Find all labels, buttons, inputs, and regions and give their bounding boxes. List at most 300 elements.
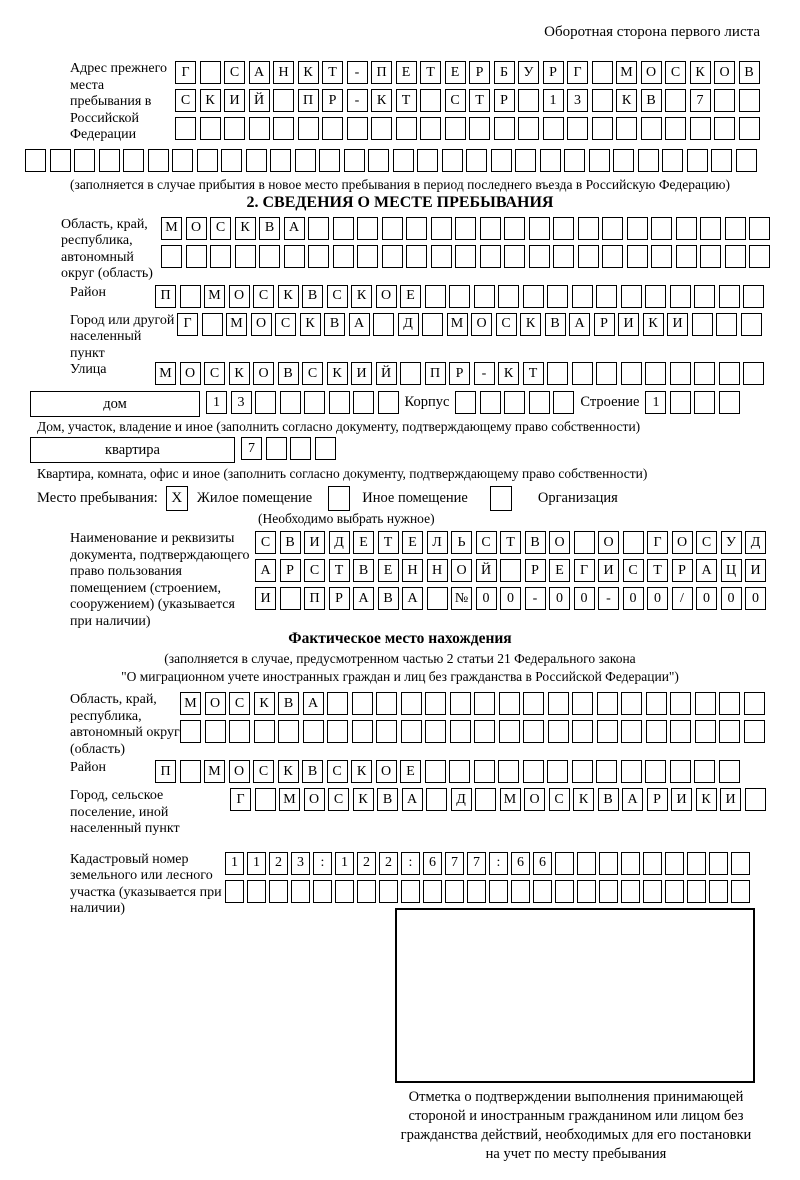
- char-cell: [376, 720, 397, 743]
- char-cell: С: [210, 217, 231, 240]
- char-cell: [567, 117, 588, 140]
- char-cell: :: [401, 852, 420, 875]
- char-cell: [295, 149, 316, 172]
- char-cell: -: [347, 89, 368, 112]
- char-cell: Р: [494, 89, 515, 112]
- char-cell: Р: [543, 61, 564, 84]
- char-cell: С: [224, 61, 245, 84]
- char-cell: :: [489, 852, 508, 875]
- char-cell: [308, 245, 329, 268]
- char-cell: 1: [206, 391, 227, 414]
- char-cell: О: [641, 61, 662, 84]
- char-cell: [719, 720, 740, 743]
- char-cell: [273, 117, 294, 140]
- char-cell: 3: [567, 89, 588, 112]
- char-cell: [290, 437, 311, 460]
- char-cell: В: [259, 217, 280, 240]
- char-cell: 7: [467, 852, 486, 875]
- char-cell: [651, 217, 672, 240]
- oblast-block: [25, 217, 800, 283]
- char-cell: Е: [400, 285, 421, 308]
- char-cell: О: [598, 531, 619, 554]
- char-cell: [692, 313, 713, 336]
- option-inoe-pomeshchenie: Иное помещение: [362, 490, 468, 507]
- char-cell: [731, 852, 750, 875]
- char-cell: [280, 587, 301, 610]
- char-cell: [621, 692, 642, 715]
- char-cell: [393, 149, 414, 172]
- char-cell: [247, 880, 266, 903]
- char-cell: Т: [378, 531, 399, 554]
- char-cell: И: [351, 362, 372, 385]
- char-cell: [474, 285, 495, 308]
- char-cell: К: [353, 788, 374, 811]
- char-cell: [449, 760, 470, 783]
- char-cell: [450, 692, 471, 715]
- char-cell: 0: [647, 587, 668, 610]
- char-cell: [553, 245, 574, 268]
- char-cell: [743, 285, 764, 308]
- char-cell: О: [549, 531, 570, 554]
- char-cell: [572, 362, 593, 385]
- char-cell: :: [313, 852, 332, 875]
- char-cell: О: [229, 760, 250, 783]
- char-cell: [344, 149, 365, 172]
- char-cell: Р: [525, 559, 546, 582]
- char-cell: [709, 852, 728, 875]
- char-cell: М: [161, 217, 182, 240]
- char-cell: [736, 149, 757, 172]
- char-cell: [665, 880, 684, 903]
- char-cell: М: [226, 313, 247, 336]
- char-cell: П: [371, 61, 392, 84]
- checkbox-zhiloe-pomeshchenie: X: [166, 486, 188, 511]
- stay-type-label: Место пребывания:: [37, 490, 158, 507]
- char-cell: [616, 117, 637, 140]
- stroenie-label: Строение: [580, 394, 640, 411]
- char-cell: [333, 217, 354, 240]
- char-cell: А: [284, 217, 305, 240]
- char-cell: [643, 880, 662, 903]
- char-cell: [378, 391, 399, 414]
- char-cell: [621, 760, 642, 783]
- actual-gorod-label: Город, сельское поселение, иной населенный пункт: [70, 788, 180, 837]
- char-cell: [578, 245, 599, 268]
- char-cell: А: [622, 788, 643, 811]
- actual-oblast-block: [25, 692, 800, 758]
- document-row-2: [255, 559, 766, 582]
- char-cell: П: [304, 587, 325, 610]
- char-cell: 7: [241, 437, 262, 460]
- option-organizatsiya: Организация: [537, 490, 618, 507]
- actual-gorod-row: [230, 788, 766, 811]
- char-cell: 6: [511, 852, 530, 875]
- kvartira-note: Квартира, комната, офис и иное (заполнить согласно документу, подтверждающему право собственности): [37, 466, 648, 482]
- char-cell: М: [155, 362, 176, 385]
- actual-oblast-row-2: [180, 720, 765, 743]
- char-cell: [291, 880, 310, 903]
- char-cell: С: [229, 692, 250, 715]
- char-cell: С: [204, 362, 225, 385]
- char-cell: К: [573, 788, 594, 811]
- char-cell: В: [324, 313, 345, 336]
- char-cell: С: [255, 531, 276, 554]
- char-cell: [529, 391, 550, 414]
- char-cell: К: [371, 89, 392, 112]
- char-cell: [621, 852, 640, 875]
- char-cell: [621, 285, 642, 308]
- char-cell: [278, 720, 299, 743]
- char-cell: К: [696, 788, 717, 811]
- char-cell: Н: [402, 559, 423, 582]
- char-cell: [423, 880, 442, 903]
- char-cell: [376, 692, 397, 715]
- char-cell: 0: [549, 587, 570, 610]
- char-cell: [613, 149, 634, 172]
- char-cell: [670, 285, 691, 308]
- char-cell: И: [745, 559, 766, 582]
- char-cell: Г: [574, 559, 595, 582]
- char-cell: [553, 217, 574, 240]
- char-cell: [450, 720, 471, 743]
- char-cell: [474, 760, 495, 783]
- dom-box: дом: [30, 391, 200, 417]
- char-cell: О: [229, 285, 250, 308]
- char-cell: [621, 362, 642, 385]
- char-cell: [200, 117, 221, 140]
- document-row-1: [255, 531, 766, 554]
- char-cell: [426, 788, 447, 811]
- char-cell: К: [498, 362, 519, 385]
- char-cell: 2: [269, 852, 288, 875]
- char-cell: [357, 245, 378, 268]
- char-cell: [592, 89, 613, 112]
- char-cell: [743, 362, 764, 385]
- actual-note-1: (заполняется в случае, предусмотренном частью 2 статьи 21 Федерального закона: [164, 651, 636, 667]
- char-cell: [442, 149, 463, 172]
- char-cell: О: [304, 788, 325, 811]
- char-cell: [259, 245, 280, 268]
- char-cell: К: [300, 313, 321, 336]
- char-cell: [455, 245, 476, 268]
- char-cell: [687, 149, 708, 172]
- char-cell: [589, 149, 610, 172]
- char-cell: [553, 391, 574, 414]
- char-cell: [221, 149, 242, 172]
- document-row-3: [255, 587, 766, 610]
- char-cell: [186, 245, 207, 268]
- char-cell: М: [180, 692, 201, 715]
- char-cell: [572, 720, 593, 743]
- char-cell: Р: [280, 559, 301, 582]
- char-cell: [670, 720, 691, 743]
- char-cell: 0: [696, 587, 717, 610]
- char-cell: П: [425, 362, 446, 385]
- char-cell: [543, 117, 564, 140]
- char-cell: [572, 760, 593, 783]
- char-cell: Д: [329, 531, 350, 554]
- char-cell: [572, 285, 593, 308]
- ulitsa-block: [25, 362, 800, 385]
- char-cell: С: [253, 285, 274, 308]
- char-cell: О: [251, 313, 272, 336]
- actual-oblast-row-1: [180, 692, 765, 715]
- char-cell: [523, 760, 544, 783]
- oblast-row-1: [161, 217, 770, 240]
- char-cell: Т: [396, 89, 417, 112]
- char-cell: Н: [427, 559, 448, 582]
- char-cell: О: [714, 61, 735, 84]
- char-cell: [379, 880, 398, 903]
- char-cell: К: [616, 89, 637, 112]
- char-cell: [745, 788, 766, 811]
- char-cell: [665, 89, 686, 112]
- char-cell: [357, 217, 378, 240]
- char-cell: [716, 313, 737, 336]
- char-cell: [695, 692, 716, 715]
- char-cell: [500, 559, 521, 582]
- char-cell: [504, 217, 525, 240]
- char-cell: [466, 149, 487, 172]
- char-cell: П: [155, 285, 176, 308]
- char-cell: -: [347, 61, 368, 84]
- char-cell: [540, 149, 561, 172]
- char-cell: [498, 760, 519, 783]
- char-cell: [515, 149, 536, 172]
- char-cell: [643, 852, 662, 875]
- char-cell: В: [378, 587, 399, 610]
- dom-note: Дом, участок, владение и иное (заполнить согласно документу, подтверждающему право собственности): [37, 419, 641, 435]
- registration-stamp-box: [395, 908, 755, 1083]
- char-cell: [574, 531, 595, 554]
- char-cell: Т: [523, 362, 544, 385]
- char-cell: [547, 285, 568, 308]
- char-cell: [711, 149, 732, 172]
- char-cell: [687, 852, 706, 875]
- char-cell: И: [304, 531, 325, 554]
- char-cell: [577, 852, 596, 875]
- char-cell: [368, 149, 389, 172]
- char-cell: [621, 720, 642, 743]
- char-cell: [249, 117, 270, 140]
- char-cell: [445, 117, 466, 140]
- char-cell: [597, 720, 618, 743]
- checkbox-inoe-pomeshchenie: [328, 486, 350, 511]
- char-cell: [246, 149, 267, 172]
- char-cell: [50, 149, 71, 172]
- char-cell: [357, 880, 376, 903]
- char-cell: [319, 149, 340, 172]
- char-cell: В: [598, 788, 619, 811]
- char-cell: [280, 391, 301, 414]
- char-cell: Р: [469, 61, 490, 84]
- char-cell: [670, 692, 691, 715]
- char-cell: [99, 149, 120, 172]
- char-cell: К: [278, 285, 299, 308]
- char-cell: [518, 89, 539, 112]
- char-cell: [695, 720, 716, 743]
- char-cell: [425, 692, 446, 715]
- char-cell: В: [353, 559, 374, 582]
- char-cell: В: [377, 788, 398, 811]
- char-cell: [425, 285, 446, 308]
- char-cell: Р: [672, 559, 693, 582]
- char-cell: [749, 217, 770, 240]
- char-cell: [172, 149, 193, 172]
- char-cell: [641, 117, 662, 140]
- kvartira-box: квартира: [30, 437, 235, 463]
- char-cell: [646, 720, 667, 743]
- char-cell: К: [351, 285, 372, 308]
- char-cell: М: [204, 760, 225, 783]
- option-zhiloe-pomeshchenie: Жилое помещение: [196, 490, 313, 507]
- char-cell: [572, 692, 593, 715]
- char-cell: /: [672, 587, 693, 610]
- char-cell: Р: [647, 788, 668, 811]
- char-cell: 0: [623, 587, 644, 610]
- char-cell: А: [402, 788, 423, 811]
- char-cell: [333, 245, 354, 268]
- char-cell: К: [229, 362, 250, 385]
- char-cell: В: [278, 362, 299, 385]
- char-cell: [670, 760, 691, 783]
- actual-note-2: "О миграционном учете иностранных граждан и лиц без гражданства в Российской Федерации"): [121, 669, 679, 685]
- char-cell: [401, 692, 422, 715]
- ulitsa-row: [155, 362, 764, 385]
- char-cell: [491, 149, 512, 172]
- char-cell: А: [349, 313, 370, 336]
- char-cell: [714, 117, 735, 140]
- char-cell: 3: [231, 391, 252, 414]
- char-cell: С: [302, 362, 323, 385]
- char-cell: 6: [533, 852, 552, 875]
- char-cell: М: [204, 285, 225, 308]
- char-cell: [602, 217, 623, 240]
- char-cell: [504, 391, 525, 414]
- char-cell: [425, 760, 446, 783]
- char-cell: [335, 880, 354, 903]
- char-cell: С: [476, 531, 497, 554]
- char-cell: [284, 245, 305, 268]
- char-cell: [255, 391, 276, 414]
- char-cell: [523, 285, 544, 308]
- char-cell: [327, 692, 348, 715]
- prev-address-label: Адрес прежнего места пребывания в Российской Федерации: [70, 61, 167, 143]
- char-cell: А: [696, 559, 717, 582]
- char-cell: [548, 692, 569, 715]
- char-cell: О: [376, 285, 397, 308]
- char-cell: [210, 245, 231, 268]
- char-cell: [475, 788, 496, 811]
- char-cell: М: [616, 61, 637, 84]
- char-cell: В: [302, 760, 323, 783]
- char-cell: [420, 117, 441, 140]
- char-cell: [548, 720, 569, 743]
- char-cell: И: [224, 89, 245, 112]
- raion-block: [25, 285, 800, 308]
- char-cell: [417, 149, 438, 172]
- char-cell: И: [720, 788, 741, 811]
- char-cell: У: [721, 531, 742, 554]
- char-cell: [504, 245, 525, 268]
- char-cell: [74, 149, 95, 172]
- char-cell: О: [471, 313, 492, 336]
- actual-title: Фактическое место нахождения: [288, 630, 512, 648]
- char-cell: 2: [379, 852, 398, 875]
- char-cell: [694, 362, 715, 385]
- dom-line: [25, 391, 800, 417]
- char-cell: [596, 362, 617, 385]
- char-cell: [533, 880, 552, 903]
- char-cell: С: [304, 559, 325, 582]
- char-cell: [676, 245, 697, 268]
- char-cell: [229, 720, 250, 743]
- prev-address-row-3: [175, 117, 760, 140]
- char-cell: [725, 217, 746, 240]
- char-cell: [597, 692, 618, 715]
- char-cell: К: [690, 61, 711, 84]
- char-cell: №: [451, 587, 472, 610]
- char-cell: [205, 720, 226, 743]
- char-cell: С: [275, 313, 296, 336]
- char-cell: И: [667, 313, 688, 336]
- char-cell: И: [618, 313, 639, 336]
- char-cell: [255, 788, 276, 811]
- char-cell: [529, 245, 550, 268]
- char-cell: [382, 245, 403, 268]
- raion-row: [155, 285, 764, 308]
- char-cell: В: [545, 313, 566, 336]
- char-cell: [744, 720, 765, 743]
- char-cell: [547, 760, 568, 783]
- char-cell: [480, 391, 501, 414]
- char-cell: К: [351, 760, 372, 783]
- char-cell: Г: [175, 61, 196, 84]
- char-cell: -: [598, 587, 619, 610]
- korpus-cells: [455, 391, 574, 414]
- char-cell: [352, 720, 373, 743]
- char-cell: [161, 245, 182, 268]
- char-cell: [400, 362, 421, 385]
- char-cell: [694, 760, 715, 783]
- char-cell: Й: [376, 362, 397, 385]
- char-cell: [665, 852, 684, 875]
- char-cell: О: [376, 760, 397, 783]
- char-cell: 1: [335, 852, 354, 875]
- char-cell: К: [520, 313, 541, 336]
- char-cell: О: [186, 217, 207, 240]
- char-cell: [371, 117, 392, 140]
- char-cell: В: [302, 285, 323, 308]
- char-cell: 0: [574, 587, 595, 610]
- char-cell: [200, 61, 221, 84]
- char-cell: [499, 692, 520, 715]
- char-cell: М: [279, 788, 300, 811]
- char-cell: [148, 149, 169, 172]
- char-cell: Е: [353, 531, 374, 554]
- char-cell: [709, 880, 728, 903]
- char-cell: -: [474, 362, 495, 385]
- char-cell: [422, 313, 443, 336]
- char-cell: [406, 245, 427, 268]
- char-cell: П: [155, 760, 176, 783]
- char-cell: [623, 531, 644, 554]
- char-cell: -: [525, 587, 546, 610]
- char-cell: 0: [721, 587, 742, 610]
- char-cell: [687, 880, 706, 903]
- gorod-row: [177, 313, 762, 336]
- char-cell: Г: [647, 531, 668, 554]
